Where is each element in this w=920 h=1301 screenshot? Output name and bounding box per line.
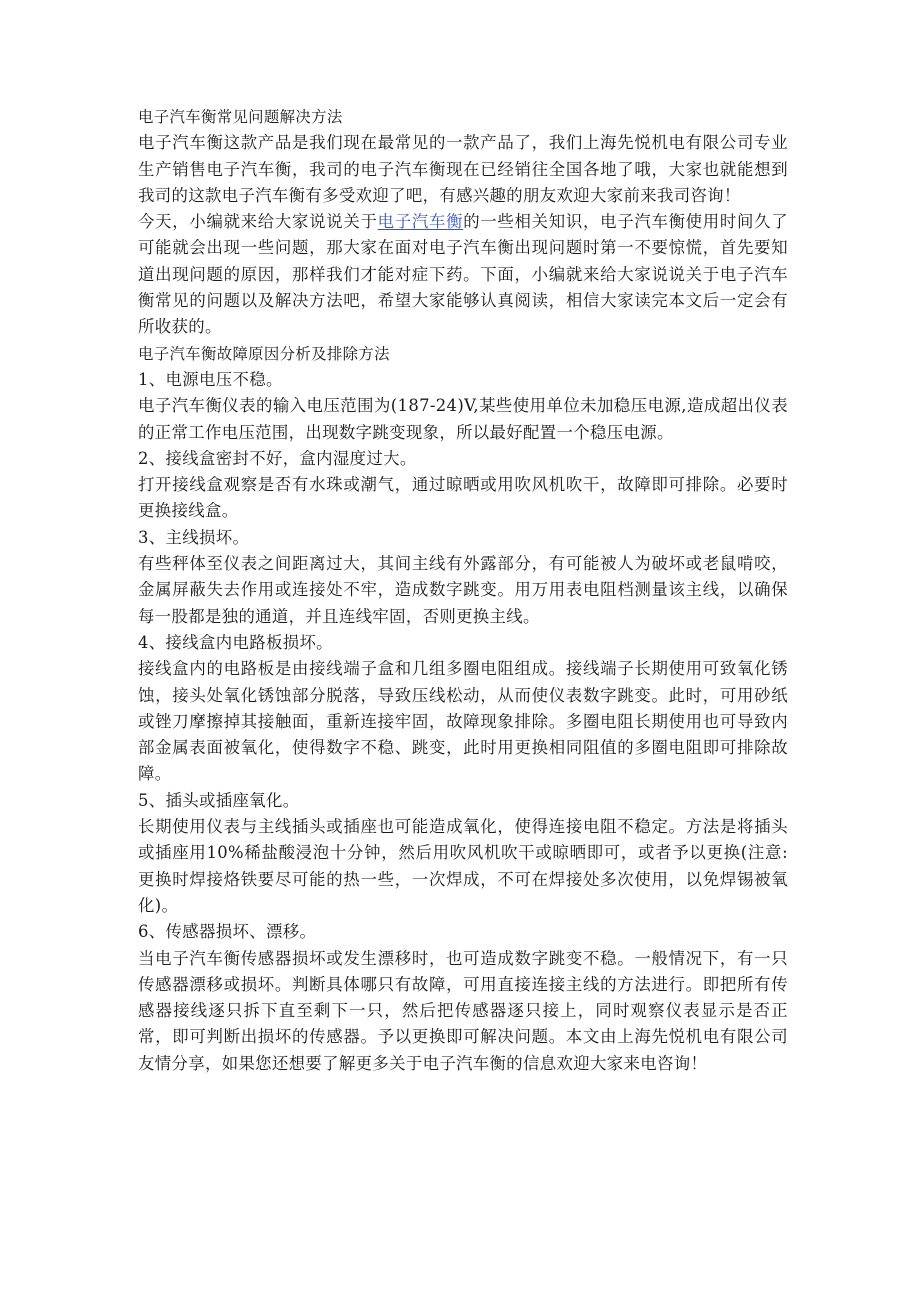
intro-paragraph-2 <box>138 209 788 340</box>
item-heading-5: 5、插头或插座氧化。 <box>138 790 300 810</box>
intro-paragraph-1: 电子汽车衡这款产品是我们现在最常见的一款产品了，我们上海先悦机电有限公司专业生产销售电子汽车衡，我司的电子汽车衡现在已经销往全国各地了哦，大家也就能想到我司的这款电子汽车衡有多受欢迎了吧，有感兴趣的朋友欢迎大家前来我司咨询！ <box>138 133 788 205</box>
item-heading-6: 6、传感器损坏、漂移。 <box>138 922 317 942</box>
item-body-1: 电子汽车衡仪表的输入电压范围为(187-24)V,某些使用单位未加稳压电源,造成超出仪表的正常工作电压范围，出现数字跳变现象，所以最好配置一个稳压电源。 <box>138 396 788 442</box>
item-body-2: 打开接线盒观察是否有水珠或潮气，通过晾晒或用吹风机吹干，故障即可排除。必要时更换接线盒。 <box>138 475 788 521</box>
item-heading-3: 3、主线损坏。 <box>138 527 250 547</box>
document-body <box>138 104 788 1077</box>
product-link[interactable]: 电子汽车衡 <box>377 212 464 232</box>
document-title: 电子汽车衡常见问题解决方法 <box>138 108 343 126</box>
intro-text-before-link: 今天，小编就来给大家说说关于 <box>138 212 378 232</box>
intro-text-after-link: 的一些相关知识，电子汽车衡使用时间久了可能就会出现一些问题，那大家在面对电子汽车衡出现问题时第一不要惊慌，首先要知道出现问题的原因，那样我们才能对症下药。下面，小编就来给大家说说关于电子汽车衡常见的问题以及解决方法吧，希望大家能够认真阅读，相信大家读完本文后一定会有所收获的。 <box>138 212 788 337</box>
item-heading-1: 1、电源电压不稳。 <box>138 369 283 389</box>
section-title: 电子汽车衡故障原因分析及排除方法 <box>138 344 390 363</box>
item-body-4: 接线盒内的电路板是由接线端子盒和几组多圈电阻组成。接线端子长期使用可致氧化锈蚀，接头处氧化锈蚀部分脱落，导致压线松动，从而使仪表数字跳变。此时，可用砂纸或锉刀摩擦掉其接触面，重新连接牢固，故障现象排除。多圈电阻长期使用也可导致内部金属表面被氧化，使得数字不稳、跳变，此时用更换相同阻值的多圈电阻即可排除故障。 <box>138 659 788 784</box>
item-body-6: 当电子汽车衡传感器损坏或发生漂移时，也可造成数字跳变不稳。一般情况下，有一只传感器漂移或损坏。判断具体哪只有故障，可用直接连接主线的方法进行。即把所有传感器接线逐只拆下直至剩下一只，然后把传感器逐只接上，同时观察仪表显示是否正常，即可判断出损坏的传感器。予以更换即可解决问题。本文由上海先悦机电有限公司友情分享，如果您还想要了解更多关于电子汽车衡的信息欢迎大家来电咨询！ <box>138 948 788 1073</box>
item-body-5: 长期使用仪表与主线插头或插座也可能造成氧化，使得连接电阻不稳定。方法是将插头或插座用10%稀盐酸浸泡十分钟，然后用吹风机吹干或晾晒即可，或者予以更换(注意:更换时焊接烙铁要尽可能的热一些，一次焊成，不可在焊接处多次使用，以免焊锡被氧化)。 <box>138 817 788 915</box>
item-body-3: 有些秤体至仪表之间距离过大，其间主线有外露部分，有可能被人为破坏或老鼠啃咬，金属屏蔽失去作用或连接处不牢，造成数字跳变。用万用表电阻档测量该主线，以确保每一股都是独的通道，并且连线牢固，否则更换主线。 <box>138 554 788 626</box>
item-heading-2: 2、接线盒密封不好，盒内湿度过大。 <box>138 448 417 468</box>
item-heading-4: 4、接线盒内电路板损坏。 <box>138 632 333 652</box>
